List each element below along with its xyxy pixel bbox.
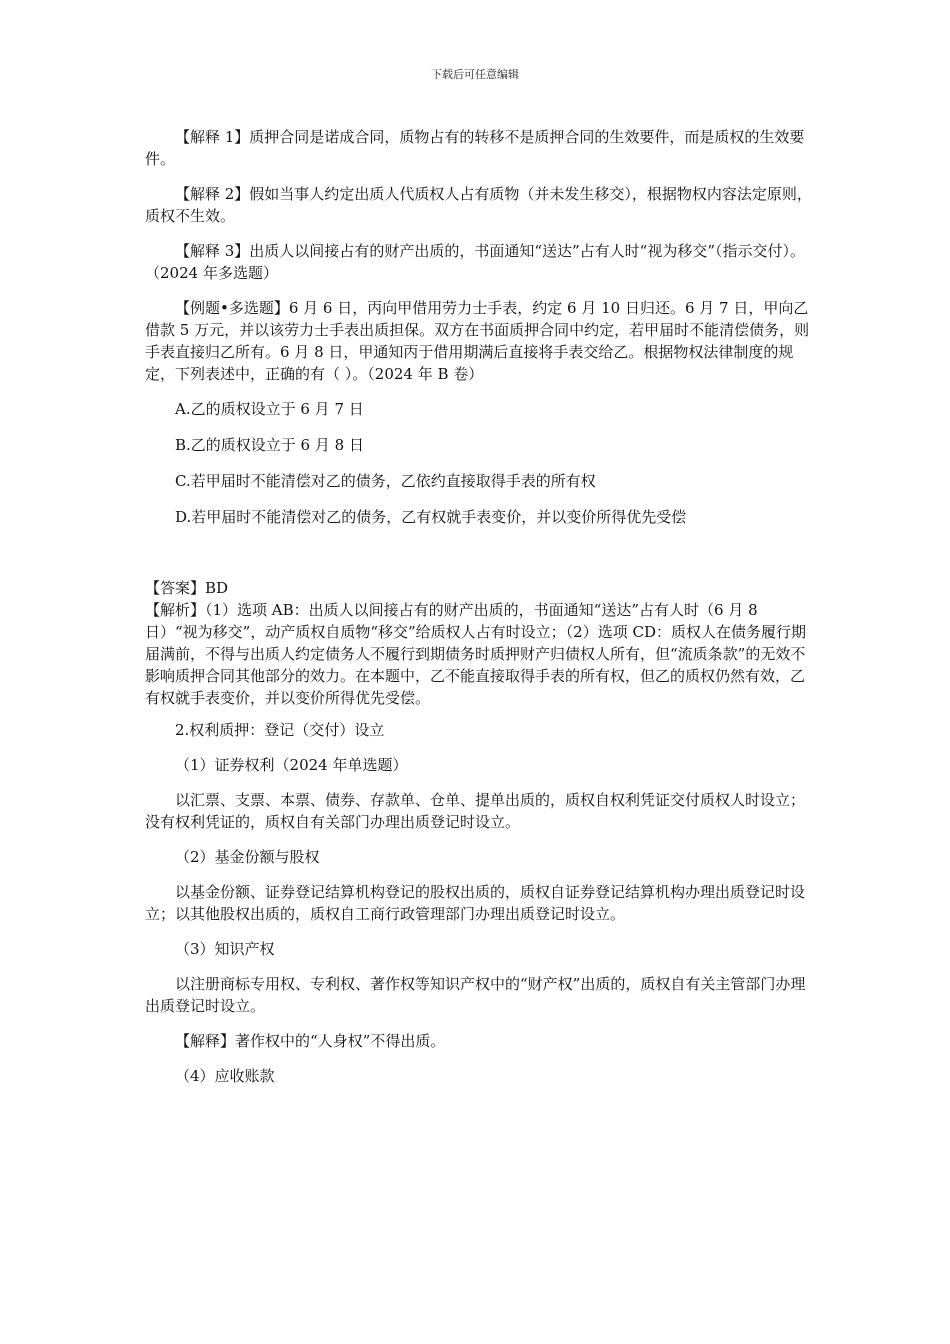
securities-text: 以汇票、支票、本票、债券、存款单、仓单、提单出质的，质权自权利凭证交付质权人时设立；没有权利凭证的，质权自有关部门办理出质登记时设立。 xyxy=(145,791,806,831)
option-b: B.乙的质权设立于 6 月 8 日 xyxy=(175,436,364,454)
explanation-1: 【解释 1】质押合同是诺成合同，质物占有的转移不是质押合同的生效要件，而是质权的生效要件。 xyxy=(145,128,805,168)
option-c: C.若甲届时不能清偿对乙的债务，乙依约直接取得手表的所有权 xyxy=(175,472,596,490)
document-body xyxy=(145,126,815,1100)
ip-note: 【解释】著作权中的“人身权”不得出质。 xyxy=(175,1032,446,1050)
subsection-receivables: （4）应收账款 xyxy=(175,1067,275,1085)
subsection-fund-equity: （2）基金份额与股权 xyxy=(175,848,320,866)
section-rights-pledge: 2.权利质押：登记（交付）设立 xyxy=(175,721,385,739)
analysis: 【解析】（1）选项 AB：出质人以间接占有的财产出质的，书面通知“送达”占有人时（6 月 8 日）“视为移交”，动产质权自质物“移交”给质权人占有时设立；（2）选项 CD：质权人在债务履行期届满前，不得与出质人约定债务人不履行到期债务时质押财产归债权人所有，但“流质条款”的无效不影响质押合同其他部分的效力。在本题中，乙不能直接取得手表的所有权，但乙的质权仍然有效，乙有权就手表变价，并以变价所得优先受偿。 xyxy=(145,601,806,707)
subsection-ip: （3）知识产权 xyxy=(175,940,275,958)
answer: 【答案】BD xyxy=(145,579,229,597)
subsection-securities: （1）证券权利（2024 年单选题） xyxy=(175,756,408,774)
example-question: 【例题•多选题】6 月 6 日，丙向甲借用劳力士手表，约定 6 月 10 日归还。6 月 7 日，甲向乙借款 5 万元，并以该劳力士手表出质担保。双方在书面质押合同中约定，若甲届时不能清偿债务，则手表直接归乙所有。6 月 8 日，甲通知丙于借用期满后直接将手表交给乙。根据物权法律制度的规定，下列表述中，正确的有（ ）。（2024 年 B 卷） xyxy=(145,299,810,383)
spacer xyxy=(145,542,815,577)
explanation-2: 【解释 2】假如当事人约定出质人代质权人占有质物（并未发生移交），根据物权内容法定原则，质权不生效。 xyxy=(145,185,812,225)
option-d: D.若甲届时不能清偿对乙的债务，乙有权就手表变价，并以变价所得优先受偿 xyxy=(175,508,687,526)
page-header: 下载后可任意编辑 xyxy=(431,68,519,81)
option-a: A.乙的质权设立于 6 月 7 日 xyxy=(175,400,364,418)
fund-equity-text: 以基金份额、证券登记结算机构登记的股权出质的，质权自证券登记结算机构办理出质登记时设立；以其他股权出质的，质权自工商行政管理部门办理出质登记时设立。 xyxy=(145,883,806,923)
explanation-3: 【解释 3】出质人以间接占有的财产出质的，书面通知“送达”占有人时“视为移交”（指示交付）。（2024 年多选题） xyxy=(145,242,805,282)
ip-text: 以注册商标专用权、专利权、著作权等知识产权中的“财产权”出质的，质权自有关主管部门办理出质登记时设立。 xyxy=(145,975,806,1015)
